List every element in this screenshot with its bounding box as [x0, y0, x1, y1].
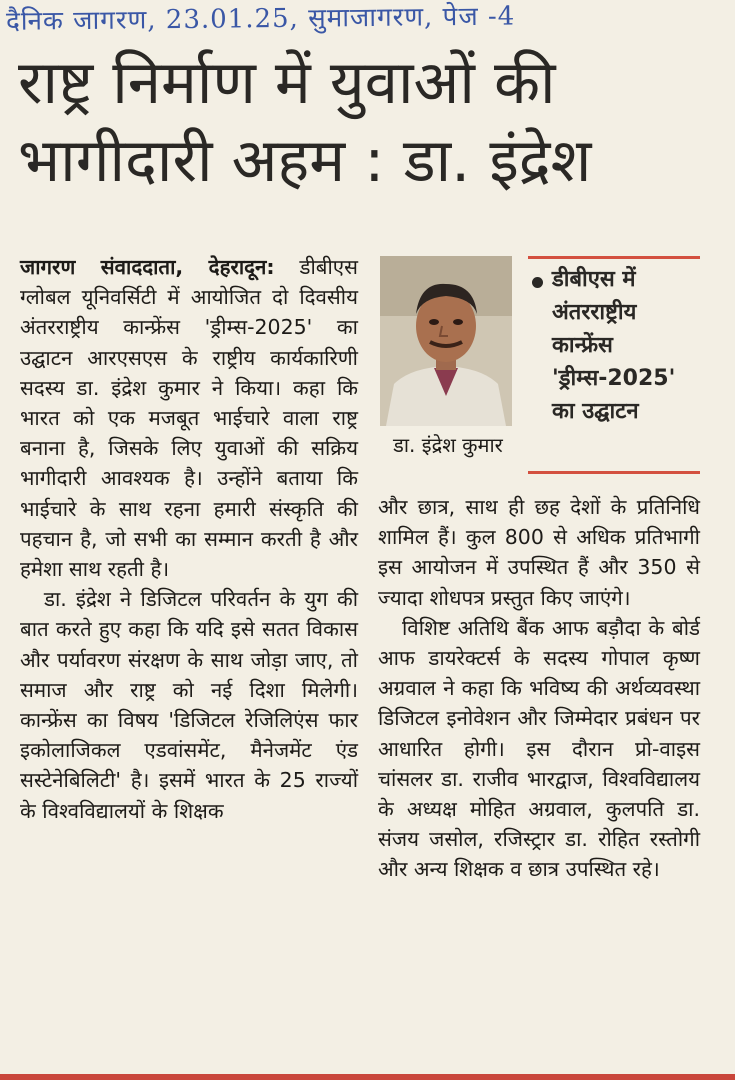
highlight-line: डीबीएस में [552, 267, 636, 292]
headline [18, 44, 723, 200]
highlight-line: कान्फ्रेंस [552, 333, 613, 358]
article-paragraph [20, 252, 358, 584]
headline-line-1: राष्ट्र निर्माण में युवाओं की [18, 48, 556, 118]
portrait-illustration [380, 256, 512, 426]
highlight-text [552, 263, 700, 428]
highlight-box [528, 256, 700, 474]
article-column-left [20, 252, 358, 826]
highlight-line: का उद्घाटन [552, 399, 639, 424]
headline-line-2: भागीदारी अहम : डा. इंद्रेश [18, 126, 592, 196]
photo-caption: डा. इंद्रेश कुमार [393, 433, 503, 457]
handwritten-date-note: दैनिक जागरण, 23.01.25, सुमाजागरण, पेज -4 [5, 1, 516, 37]
highlight-line: 'ड्रीम्स-2025' [552, 366, 676, 391]
article-column-right [378, 492, 700, 885]
bullet-icon [532, 277, 543, 288]
portrait-photo [380, 256, 512, 426]
article-paragraph: डा. इंद्रेश ने डिजिटल परिवर्तन के युग की बात करते हुए कहा कि यदि इसे सतत विकास और पर्यावरण संरक्षण के साथ जोड़ा जाए, तो समाज और राष्ट्र को नई दिशा मिलेगी। कान्फ्रेंस का विषय 'डिजिटल रेजिलिएंस फार इकोलाजिकल एडवांसमेंट, मैनेजमेंट एंड सस्टेनेबिलिटी' है। इसमें भारत के 25 राज्यों के विश्वविद्यालयों के शिक्षक [20, 587, 358, 823]
highlight-line: अंतरराष्ट्रीय [552, 300, 637, 325]
byline: जागरण संवाददाता, देहरादून: [20, 255, 275, 279]
article-paragraph: और छात्र, साथ ही छह देशों के प्रतिनिधि शामिल हैं। कुल 800 से अधिक प्रतिभागी इस आयोजन में उपस्थित हैं और 350 से ज्यादा शोधपत्र प्रस्तुत किए जाएंगे। [378, 495, 700, 610]
article-text: डीबीएस ग्लोबल यूनिवर्सिटी में आयोजित दो दिवसीय अंतरराष्ट्रीय कान्फ्रेंस 'ड्रीम्स-2025' का उद्घाटन आरएसएस के राष्ट्रीय कार्यकारिणी सदस्य डा. इंद्रेश कुमार ने किया। कहा कि भारत को एक मजबूत भाईचारे वाला राष्ट्र बनाना है, जिसके लिए युवाओं की सक्रिय भागीदारी आवश्यक है। उन्होंने बताया कि भाईचारे के साथ रहना हमारी संस्कृति की पहचान है, जो सभी का सम्मान करती है और हमेशा साथ रहती है। [20, 255, 358, 582]
bottom-rule [0, 1074, 735, 1080]
article-paragraph: विशिष्ट अतिथि बैंक आफ बड़ौदा के बोर्ड आफ डायरेक्टर्स के सदस्य गोपाल कृष्ण अग्रवाल ने कहा कि भविष्य की अर्थव्यवस्था डिजिटल इनोवेशन और जिम्मेदार प्रबंधन पर आधारित होगी। इस दौरान प्रो-वाइस चांसलर डा. राजीव भारद्वाज, विश्वविद्यालय के अध्यक्ष मोहित अग्रवाल, कुलपति डा. संजय जसोल, रजिस्ट्रार डा. रोहित रस्तोगी और अन्य शिक्षक व छात्र उपस्थित रहे। [378, 615, 700, 882]
